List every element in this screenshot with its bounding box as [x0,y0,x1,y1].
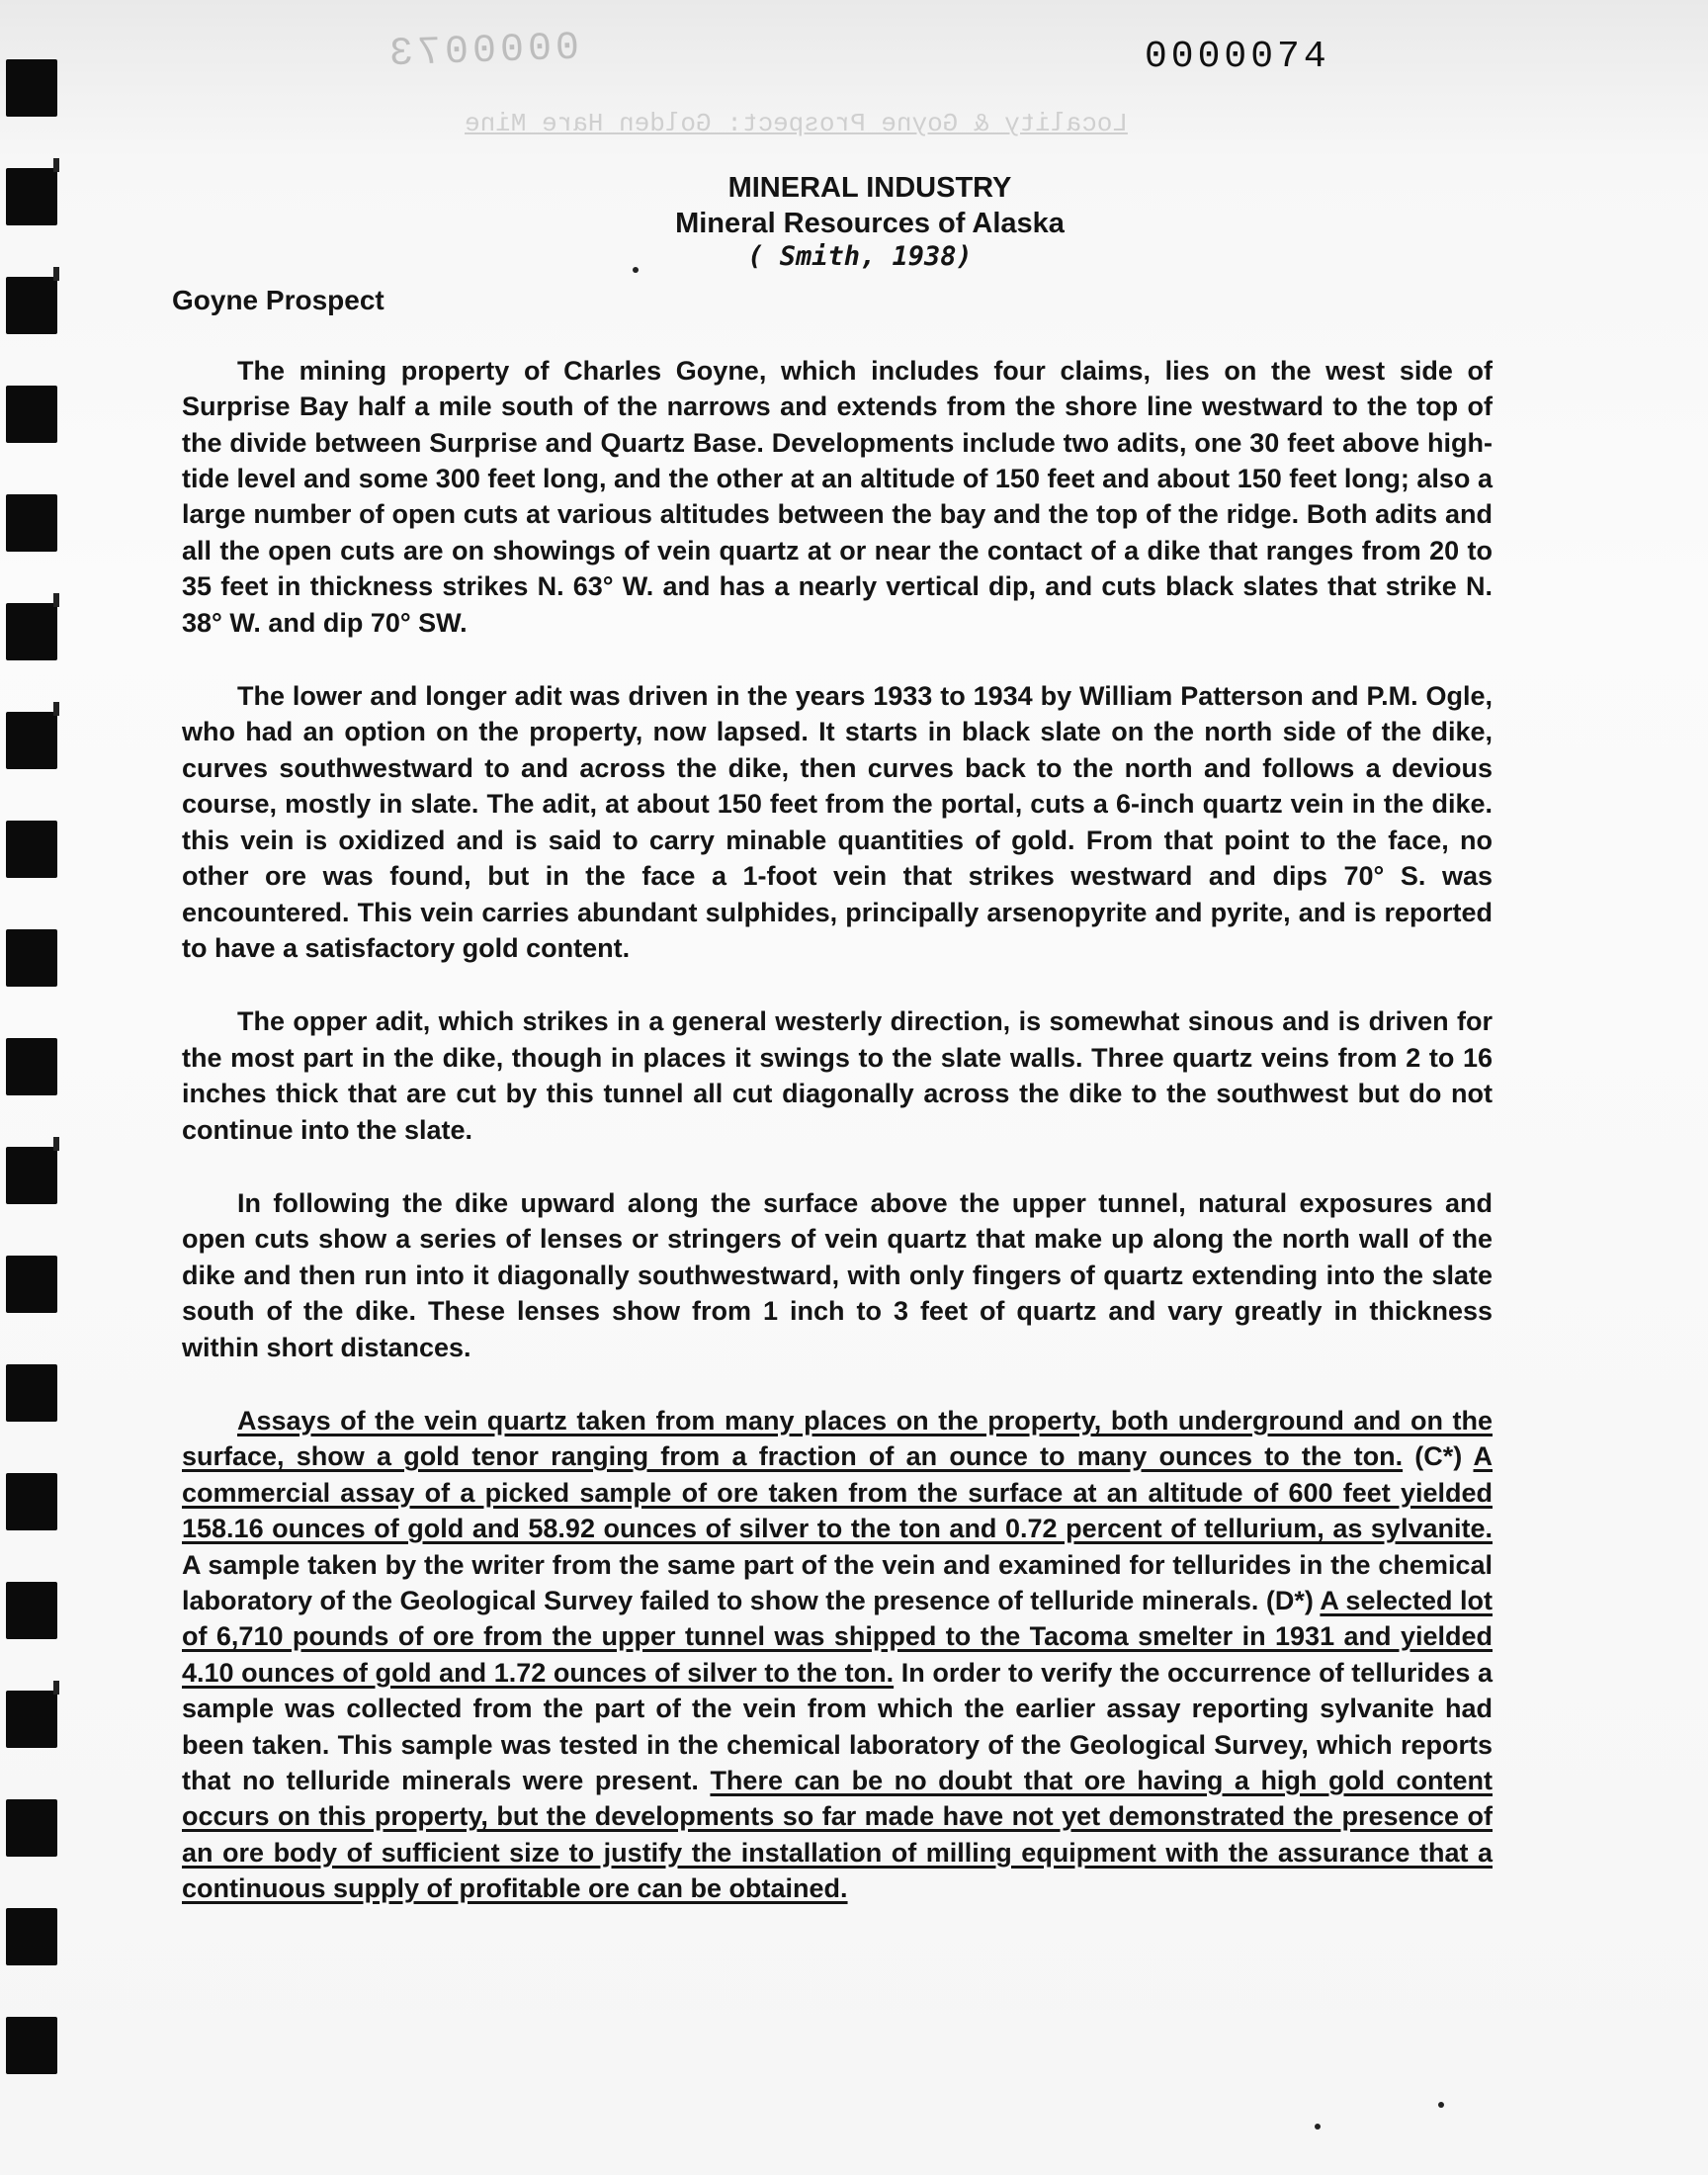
section-title: Goyne Prospect [172,285,384,316]
handwritten-citation: ( Smith, 1938) [747,241,973,272]
paragraph-underlined [182,1403,1493,1907]
speck [1438,2102,1444,2108]
heading-mineral-industry: MINERAL INDUSTRY [727,172,1012,204]
paragraph [182,678,1493,966]
paragraph [182,353,1493,641]
paragraph-text: The mining property of Charles Goyne, which includes four claims, lies on the west side of Surprise Bay half a mile south of the narrows and extends from the shore line westward to the top of the divide between Surprise and Quartz Base. Developments include two adits, one 30 feet above high-tide level and some 300 feet long, and the other at an altitude of 150 feet and about 150 feet long; also a large number of open cuts at various altitudes between the bay and the top of the ridge. Both adits and all the open cuts are on showings of vein quartz at or near the contact of a dike that ranges from 20 to 35 feet in thickness strikes N. 63° W. and has a nearly vertical dip, and cuts black slates that strike N. 38° W. and dip 70° SW. [182,355,1493,638]
paragraph [182,1185,1493,1365]
bleed-through-page-number: 0000073 [384,26,580,78]
paragraph-text: In following the dike upward along the surface above the upper tunnel, natural exposures and open cuts show a series of lenses or stringers of vein quartz that make up along the north wall of the dike and then run into it diagonally southwestward, with only fingers of quartz extending into the slate south of the dike. These lenses show from 1 inch to 3 feet of quartz and vary greatly in thickness within short distances. [182,1187,1493,1362]
heading-mineral-resources: Mineral Resources of Alaska [675,208,1065,239]
paragraph-text: The lower and longer adit was driven in the years 1933 to 1934 by William Patterson and P.M. Ogle, who had an option on the property, now lapsed. It starts in black slate on the north side of the dike, curves southwestward to and across the dike, then curves back to the north and follows a devious course, mostly in slate. The adit, at about 150 feet from the portal, cuts a 6-inch quartz vein in the dike. this vein is oxidized and is said to carry minable quantities of gold. From that point to the face, no other ore was found, but in the face a 1-foot vein that strikes westward and dips 70° S. was encountered. This vein carries abundant sulphides, principally arsenopyrite and pyrite, and is reported to have a satisfactory gold content. [182,681,1493,963]
paragraph [182,1003,1493,1148]
page-number-stamp: 0000074 [1145,36,1330,78]
underlined-text: A selected lot of 6,710 pounds of ore from the upper tunnel was shipped to the Tacoma smelter in 1931 and yielded 4.10 ounces of gold and 1.72 ounces of silver to the ton. [182,1586,1493,1688]
underlined-text: Assays of the vein quartz taken from many places on the property, both underground and on the surface, show a gold tenor ranging from a fraction of an ounce to many ounces to the ton. [182,1405,1493,1472]
paragraph-text: In order to verify the occurrence of tellurides a sample was collected from the part of the vein from which the earlier assay reporting sylvanite had been taken. This sample was tested in the chemical laboratory of the Geological Survey, which reports that no telluride minerals were present. [182,1657,1493,1796]
document-body [168,170,1493,1907]
paragraph-text: (C*) [1403,1441,1474,1472]
spiral-binding-holes [0,59,69,2135]
speck [633,267,639,273]
speck [1315,2124,1321,2130]
paragraph-text: A sample taken by the writer from the same part of the vein and examined for tellurides in the chemical laboratory of the Geological Survey failed to show the presence of telluride minerals. (D*) [182,1549,1493,1615]
underlined-text: A commercial assay of a picked sample of ore taken from the surface at an altitude of 600 feet yielded 158.16 ounces of gold and 58.92 ounces of silver to the ton and 0.72 percent of tellurium, as sylvanite. [182,1441,1493,1544]
bleed-through-title: Locality & Goyne Prospect: Golden Hare Mine [465,109,1128,138]
paragraph-text: The opper adit, which strikes in a general westerly direction, is somewhat sinous and is driven for the most part in the dike, though in places it swings to the slate walls. Three quartz veins from 2 to 16 inches thick that are cut by this tunnel all cut diagonally across the dike to the southwest but do not continue into the slate. [182,1006,1493,1145]
underlined-text: There can be no doubt that ore having a high gold content occurs on this property, but the developments so far made have not yet demonstrated the presence of an ore body of sufficient size to justify the installation of milling equipment with the assurance that a continuous supply of profitable ore can be obtained. [182,1766,1493,1904]
